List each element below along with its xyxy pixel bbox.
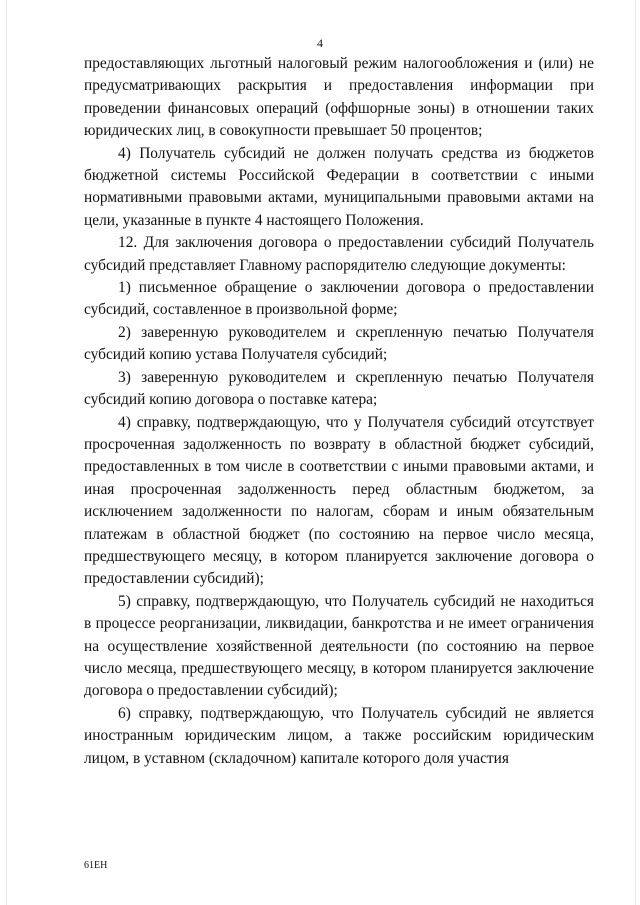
scan-edge-left <box>6 0 7 905</box>
paragraph-document-2: 2) заверенную руководителем и скрепленную печатью Получателя субсидий копию устава Получателя субсидий; <box>84 323 594 364</box>
paragraph-continuation: предоставляющих льготный налоговый режим налогообложения и (или) не предусматривающих раскрытия и предоставления информации при проведении финансовых операций (оффшорные зоны) в отношении таких юридических лиц, в совокупности превышает 50 процентов; <box>84 55 594 140</box>
paragraph-document-3: 3) заверенную руководителем и скрепленную печатью Получателя субсидий копию договора о поставке катера; <box>84 368 594 409</box>
paragraph-document-6: 6) справку, подтверждающую, что Получатель субсидий не является иностранным юридическим лицом, а также российским юридическим лицом, в уставном (складочном) капитале которого доля участия <box>84 704 594 767</box>
document-body <box>84 53 594 770</box>
paragraph-section-12: 12. Для заключения договора о предоставлении субсидий Получатель субсидий представляет Главному распорядителю следующие документы: <box>84 234 594 274</box>
paragraph-document-1: 1) письменное обращение о заключении договора о предоставлении субсидий, составленное в произвольной форме; <box>84 279 594 319</box>
paragraph-item-4: 4) Получатель субсидий не должен получать средства из бюджетов бюджетной системы Российской Федерации в соответствии с иными нормативными правовыми актами, муниципальными правовыми актами на цели, указанные в пункте 4 настоящего Положения. <box>84 144 594 229</box>
paragraph-document-5: 5) справку, подтверждающую, что Получатель субсидий не находиться в процессе реорганизации, ликвидации, банкротства и не имеет ограничения на осуществление хозяйственной деятельности (по состоянию на первое число месяца, предшествующего месяцу, в котором планируется заключение договора о предоставлении субсидий); <box>84 592 594 700</box>
page-number: 4 <box>317 36 323 50</box>
paragraph-document-4: 4) справку, подтверждающую, что у Получателя субсидий отсутствует просроченная задолженность по возврату в областной бюджет субсидий, предоставленных в том числе в соответствии с иными правовыми актами, и иная просроченная задолженность перед областным бюджетом, за исключением задолженности по налогам, сборам и иным обязательным платежам в областной бюджет (по состоянию на первое число месяца, предшествующего месяцу, в котором планируется заключение договора о предоставлении субсидий); <box>84 413 594 588</box>
scan-edge-right <box>635 0 636 905</box>
footer-code: 61ЕН <box>84 860 108 871</box>
